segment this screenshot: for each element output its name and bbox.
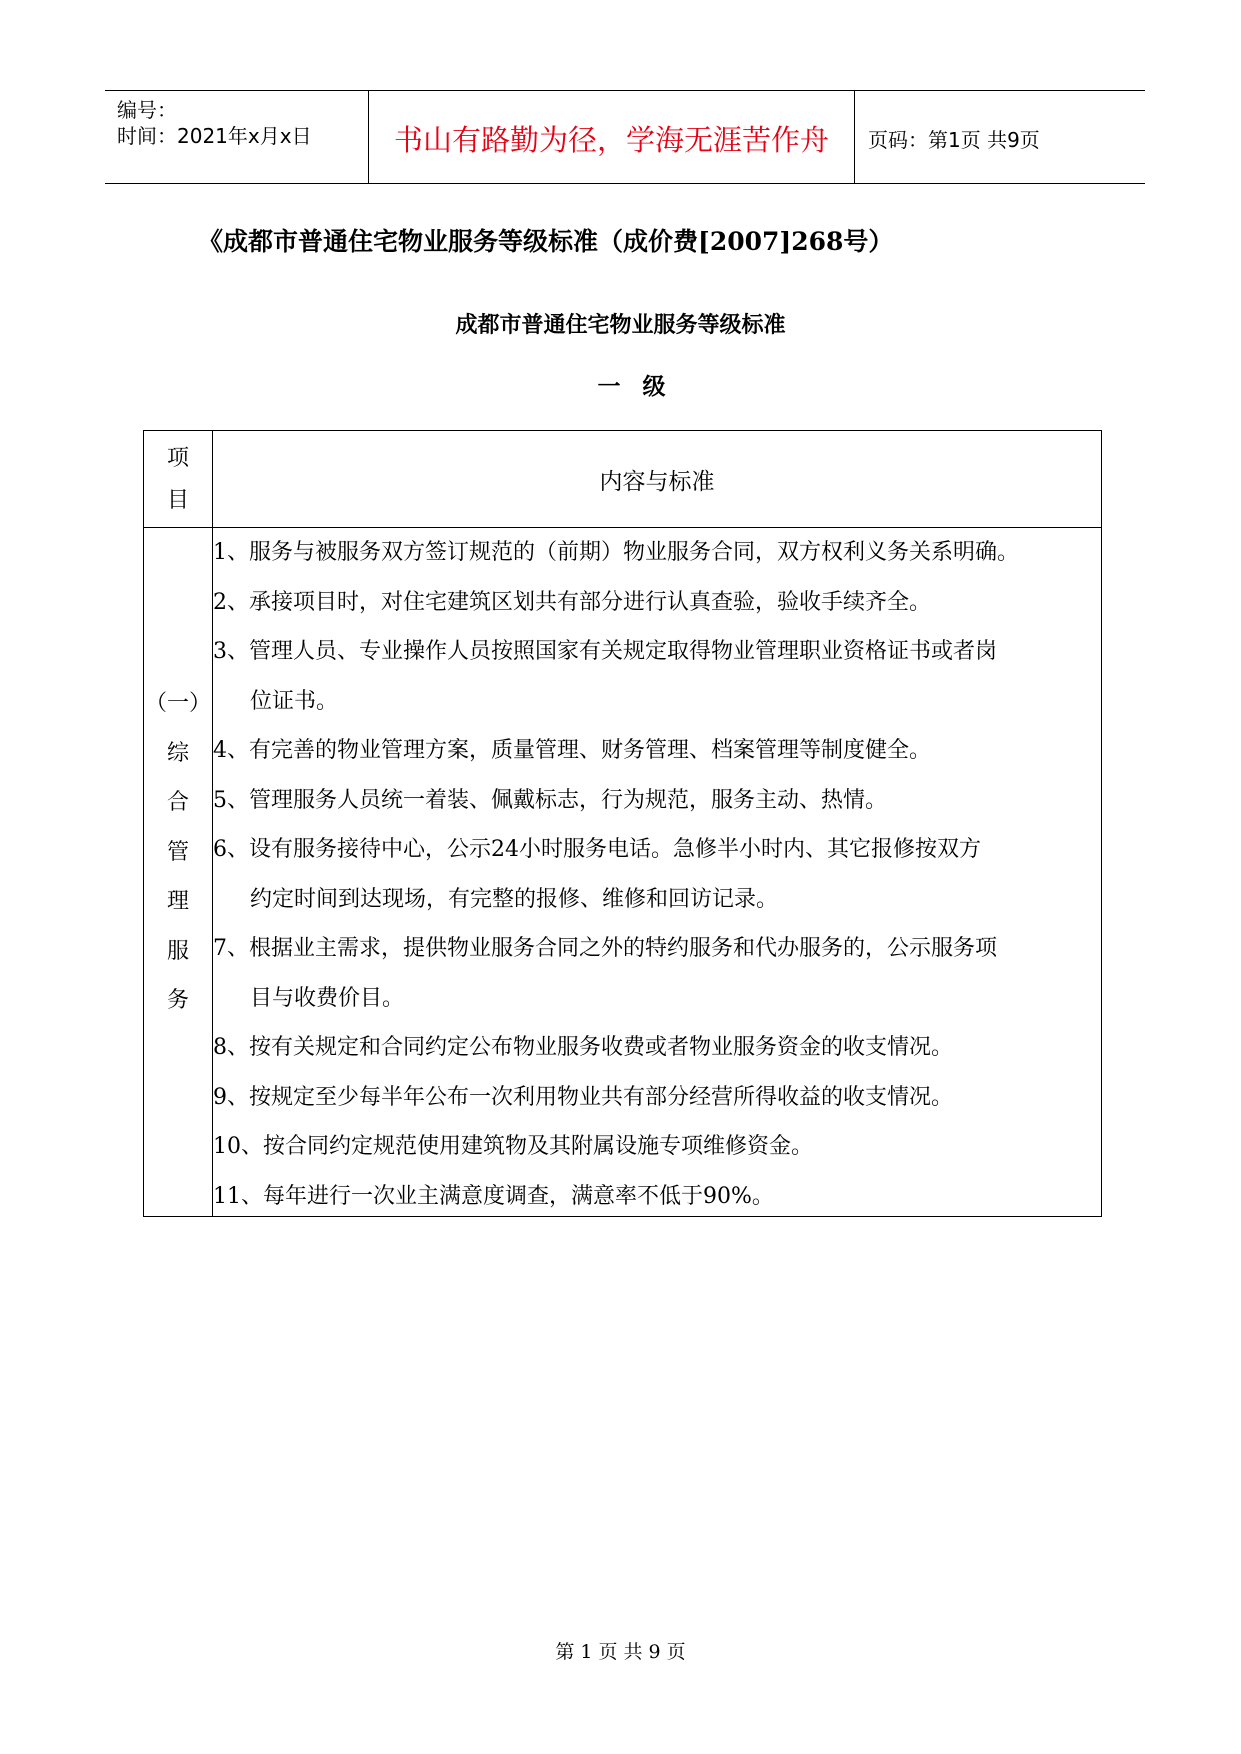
page-footer: 第 1 页 共 9 页 — [555, 1641, 686, 1663]
standard-item-continuation — [213, 677, 1101, 727]
standard-item-text: 按合同约定规范使用建筑物及其附属设施专项维修资金。 — [263, 1134, 814, 1159]
category-label — [144, 679, 212, 1026]
standard-item-number: 3、 — [213, 639, 249, 664]
header-item-char-bottom: 目 — [166, 488, 189, 513]
standard-item-text: 承接项目时，对住宅建筑区划共有部分进行认真查验，验收手续齐全。 — [249, 589, 932, 615]
standard-item-text: 按有关规定和合同约定公布物业服务收费或者物业服务资金的收支情况。 — [249, 1035, 954, 1060]
standard-item-text: 有完善的物业管理方案，质量管理、财务管理、档案管理等制度健全。 — [249, 738, 932, 763]
header-motto: 书山有路勤为径，学海无涯苦作舟 — [393, 122, 829, 157]
standard-item-number: 8、 — [213, 1035, 249, 1060]
standard-item-text: 目与收费价目。 — [250, 985, 405, 1011]
standard-item-text: 设有服务接待中心，公示24小时服务电话。急修半小时内、其它报修按双方 — [249, 837, 981, 862]
standard-item — [213, 528, 1101, 578]
standard-item — [213, 1172, 1101, 1222]
standard-item — [213, 1073, 1101, 1123]
standards-table — [143, 430, 1102, 1217]
header-item-char-top: 项 — [166, 446, 189, 471]
document-title: 《成都市普通住宅物业服务等级标准（成价费[2007]268号） — [198, 227, 894, 256]
standard-item-text: 按规定至少每半年公布一次利用物业共有部分经营所得收益的收支情况。 — [249, 1084, 954, 1110]
standard-item-number: 1、 — [213, 540, 249, 565]
standard-item — [213, 825, 1101, 875]
standard-item-number: 9、 — [213, 1084, 249, 1110]
standard-item-number: 4、 — [213, 738, 249, 763]
standard-item-text: 管理服务人员统一着装、佩戴标志，行为规范，服务主动、热情。 — [249, 787, 888, 813]
standards-list — [213, 528, 1101, 1221]
standard-item — [213, 1122, 1101, 1172]
header-meta — [105, 91, 369, 183]
document-time-label: 时间：2021年x月x日 — [117, 124, 312, 148]
document-number-label: 编号： — [117, 98, 177, 122]
standard-item — [213, 726, 1101, 776]
standard-item — [213, 776, 1101, 826]
standard-item-continuation — [213, 974, 1101, 1024]
grade-heading: 一级 — [597, 374, 688, 400]
table-header-item — [144, 431, 212, 527]
category-label-char: 务 — [166, 988, 189, 1013]
category-label-char: 服 — [166, 938, 189, 964]
category-label-char: 管 — [166, 839, 189, 865]
standard-item-text: 每年进行一次业主满意度调查，满意率不低于90%。 — [263, 1183, 774, 1209]
standard-item-text: 根据业主需求，提供物业服务合同之外的特约服务和代办服务的，公示服务项 — [249, 936, 998, 961]
standard-item — [213, 627, 1101, 677]
standard-item-number: 10、 — [213, 1134, 263, 1159]
header-page-cell — [855, 91, 1145, 183]
category-label-char: 综 — [166, 740, 189, 766]
page-header — [105, 90, 1145, 184]
standard-item-number: 5、 — [213, 787, 249, 813]
header-motto-cell — [369, 91, 855, 183]
standard-item-text: 约定时间到达现场，有完整的报修、维修和回访记录。 — [250, 886, 779, 912]
standard-item-number: 6、 — [213, 837, 249, 862]
standard-item-number: 11、 — [213, 1183, 263, 1209]
document-subtitle: 成都市普通住宅物业服务等级标准 — [455, 313, 786, 338]
standard-item-number: 2、 — [213, 589, 249, 615]
standard-item — [213, 924, 1101, 974]
standard-item-number: 7、 — [213, 936, 249, 961]
standard-item — [213, 578, 1101, 628]
category-label-char: 理 — [166, 889, 189, 914]
category-label-char: （一） — [144, 691, 211, 716]
standard-item-text: 管理人员、专业操作人员按照国家有关规定取得物业管理职业资格证书或者岗 — [249, 639, 998, 664]
header-page-info: 页码：第1页 共9页 — [868, 127, 1040, 152]
standard-item — [213, 1023, 1101, 1073]
standard-item-text: 位证书。 — [250, 688, 339, 714]
category-label-char: 合 — [166, 790, 189, 815]
table-header-content: 内容与标准 — [599, 468, 715, 495]
standard-item-text: 服务与被服务双方签订规范的（前期）物业服务合同，双方权利义务关系明确。 — [249, 540, 1020, 565]
standard-item-continuation — [213, 875, 1101, 925]
